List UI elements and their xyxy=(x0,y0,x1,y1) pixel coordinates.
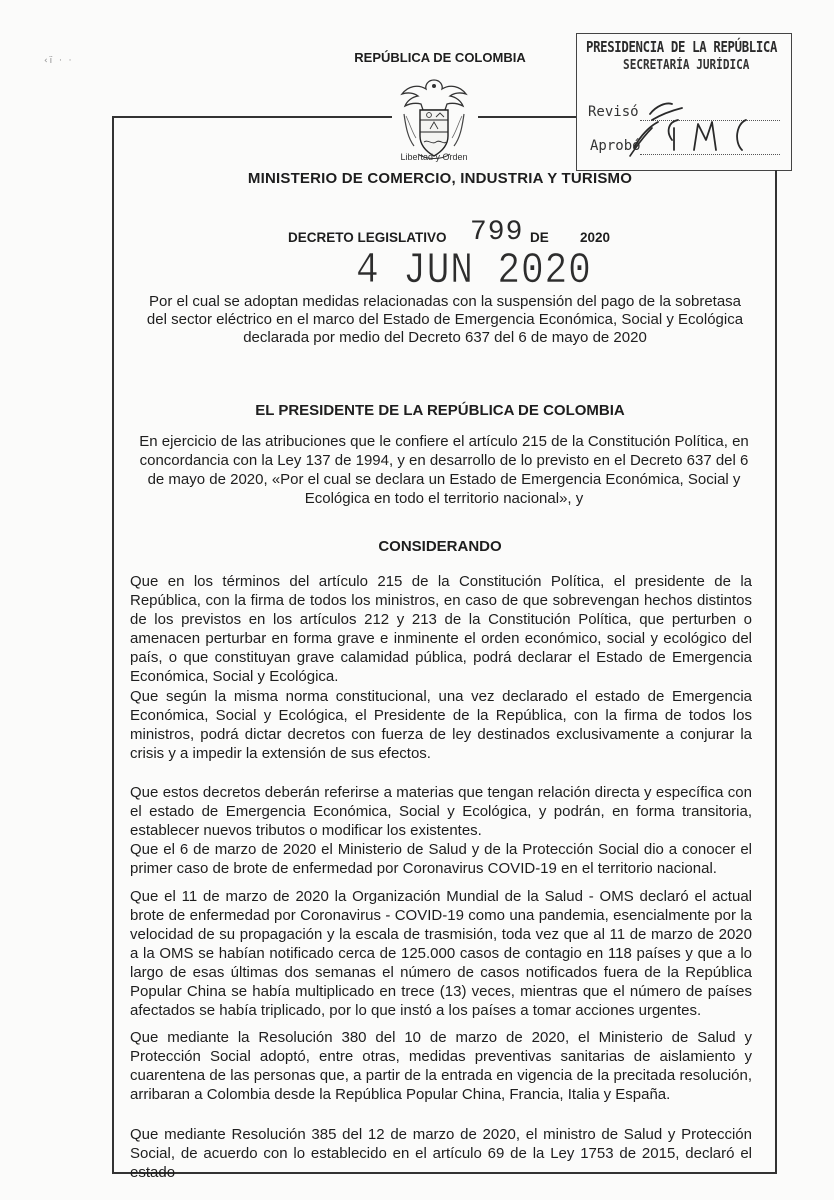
stamp-secretariat-text: SECRETARÍA JURÍDICA xyxy=(623,58,750,73)
decree-year: 2020 xyxy=(580,230,611,245)
decree-number: 799 xyxy=(470,217,524,248)
date-stamp: 4 JUN 2020 xyxy=(356,246,592,296)
frame-top-left-rule xyxy=(112,116,392,118)
considering-paragraph: Que en los términos del artículo 215 de la Constitución Política, el presidente de la República, con la firma de todos los ministros, en caso de que sobrevengan hechos distintos de los previstos en los artículos 212 y 213 de la Constitución Política, que perturben o amenacen perturbar en forma grave e inminente el orden económico, social y ecológico del país, o que constituyan grave calamidad pública, podrá declarar el Estado de Emergencia Económica, Social y Ecológica. xyxy=(130,573,752,685)
president-heading: EL PRESIDENTE DE LA REPÚBLICA DE COLOMBIA xyxy=(255,402,625,419)
stamp-presidency-text: PRESIDENCIA DE LA REPÚBLICA xyxy=(586,38,778,56)
country-heading: REPÚBLICA DE COLOMBIA xyxy=(354,50,526,65)
considering-paragraph: Que el 6 de marzo de 2020 el Ministerio de Salud y de la Protección Social dio a conocer el primer caso de brote de enfermedad por Coronavirus COVID-19 en el territorio nacional. xyxy=(130,841,752,877)
preamble-text: En ejercicio de las atribuciones que le confiere el artículo 215 de la Constitución Política, en concordancia con la Ley 137 de 1994, y en desarrollo de lo previsto en el Decreto 637 del 6 de mayo de 2020, «Por el cual se declara un Estado de Emergencia Económica, Social y Ecológica en todo el territorio nacional», y xyxy=(139,433,749,507)
coat-of-arms-motto: Libertad y Orden xyxy=(400,152,468,162)
stamp-aprobo-label: Aprobó xyxy=(590,138,641,154)
stamp-reviso-label: Revisó xyxy=(588,104,639,120)
handwritten-signature xyxy=(590,90,790,168)
considering-heading: CONSIDERANDO xyxy=(378,538,502,555)
considering-paragraph: Que mediante Resolución 385 del 12 de marzo de 2020, el ministro de Salud y Protección Social, de acuerdo con lo establecido en el artículo 69 de la Ley 1753 de 2015, declaró el estado xyxy=(130,1126,752,1181)
corner-mark: ‹ï · · xyxy=(44,56,74,66)
considering-paragraph: Que estos decretos deberán referirse a materias que tengan relación directa y específica con el estado de Emergencia Económica, Social y Ecológica, y podrán, en forma transitoria, establecer nuevos tributos o modificar los existentes. xyxy=(130,784,752,839)
considering-paragraph: Que según la misma norma constitucional, una vez declarado el estado de Emergencia Económica, Social y Ecológica, el Presidente de la República, con la firma de todos los ministros, podrá dictar decretos con fuerza de ley destinados exclusivamente a conjurar la crisis y a impedir la extensión de sus efectos. xyxy=(130,688,752,762)
frame-top-right-rule xyxy=(478,116,576,118)
ministry-heading: MINISTERIO DE COMERCIO, INDUSTRIA Y TURISMO xyxy=(247,170,633,187)
considering-paragraph: Que mediante la Resolución 380 del 10 de marzo de 2020, el Ministerio de Salud y Protección Social adoptó, entre otras, medidas preventivas sanitarias de aislamiento y cuarentena de las personas que, a partir de la entrada en vigencia de la precitada resolución, arribaran a Colombia desde la República Popular China, Francia, Italia y España. xyxy=(130,1029,752,1103)
frame-left-rule xyxy=(112,116,114,1174)
decree-label: DECRETO LEGISLATIVO xyxy=(288,230,447,245)
decree-de-label: DE xyxy=(530,230,549,245)
frame-right-rule xyxy=(775,170,777,1174)
decree-subject: Por el cual se adoptan medidas relacionadas con la suspensión del pago de la sobretasa del sector eléctrico en el marco del Estado de Emergencia Económica, Social y Ecológica declarada por medio del Decreto 637 del 6 de mayo de 2020 xyxy=(146,293,744,346)
considering-paragraph: Que el 11 de marzo de 2020 la Organización Mundial de la Salud - OMS declaró el actual brote de enfermedad por Coronavirus - COVID-19 como una pandemia, esencialmente por la velocidad de su propagación y la escala de trasmisión, toda vez que al 11 de marzo de 2020 a la OMS se habían notificado cerca de 125.000 casos de contagio en 118 países y que a lo largo de esas últimas dos semanas el número de casos notificados fuera de la República Popular China se había multiplicado en trece (13) veces, mientras que el número de países afectados se había triplicado, por lo que instó a los países a tomar acciones urgentes. xyxy=(130,888,752,1019)
